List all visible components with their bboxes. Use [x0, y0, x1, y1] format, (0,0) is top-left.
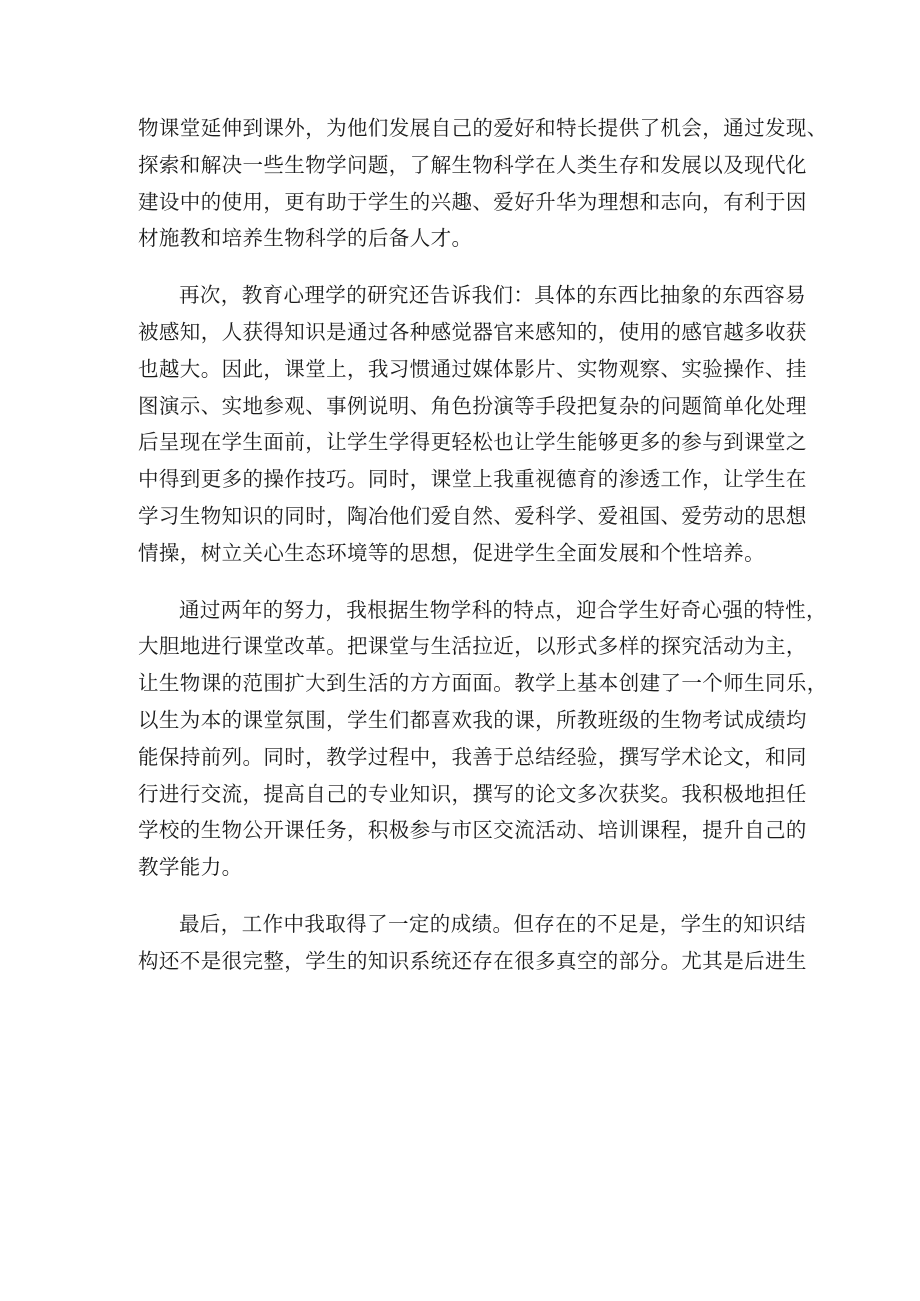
text-line: 材施教和培养生物科学的后备人才。: [138, 226, 473, 251]
text-line: 以生为本的课堂氛围，学生们都喜欢我的课，所教班级的生物考试成绩均: [138, 707, 807, 732]
text-line: 构还不是很完整，学生的知识系统还存在很多真空的部分。尤其是后进生: [138, 948, 807, 973]
text-line: 后呈现在学生面前，让学生学得更轻松也让学生能够更多的参与到课堂之: [138, 430, 807, 455]
text-line: 也越大。因此，课堂上，我习惯通过媒体影片、实物观察、实验操作、挂: [138, 356, 807, 381]
text-line: 被感知，人获得知识是通过各种感觉器官来感知的，使用的感官越多收获: [138, 319, 807, 344]
text-line: 让生物课的范围扩大到生活的方方面面。教学上基本创建了一个师生同乐，: [138, 671, 828, 696]
text-line: 学习生物知识的同时，陶冶他们爱自然、爱科学、爱祖国、爱劳动的思想: [138, 503, 807, 528]
text-line: 大胆地进行课堂改革。把课堂与生活拉近，以形式多样的探究活动为主，: [138, 634, 807, 659]
text-line: 中得到更多的操作技巧。同时，课堂上我重视德育的渗透工作，让学生在: [138, 467, 807, 492]
text-line: 最后，工作中我取得了一定的成绩。但存在的不足是，学生的知识结: [179, 911, 806, 936]
paragraph-1: [138, 110, 828, 257]
text-line: 行进行交流，提高自己的专业知识，撰写的论文多次获奖。我积极地担任: [138, 781, 807, 806]
text-line: 再次，教育心理学的研究还告诉我们：具体的东西比抽象的东西容易: [179, 283, 806, 308]
text-line: 情操，树立关心生态环境等的思想，促进学生全面发展和个性培养。: [138, 540, 765, 565]
document-page: [138, 110, 828, 1000]
paragraph-4: [138, 906, 807, 980]
text-line: 物课堂延伸到课外，为他们发展自己的爱好和特长提供了机会，通过发现、: [138, 116, 828, 140]
text-line: 探索和解决一些生物学问题，了解生物科学在人类生存和发展以及现代化: [138, 152, 807, 177]
text-line: 学校的生物公开课任务，积极参与市区交流活动、培训课程，提升自己的: [138, 818, 807, 843]
paragraph-3: [138, 592, 828, 886]
text-line: 通过两年的努力，我根据生物学科的特点，迎合学生好奇心强的特性，: [179, 597, 827, 622]
text-line: 教学能力。: [138, 855, 243, 880]
text-line: 能保持前列。同时，教学过程中，我善于总结经验，撰写学术论文，和同: [138, 744, 807, 769]
paragraph-2: [138, 277, 807, 571]
text-line: 建设中的使用，更有助于学生的兴趣、爱好升华为理想和志向，有利于因: [138, 189, 807, 214]
text-line: 图演示、实地参观、事例说明、角色扮演等手段把复杂的问题简单化处理: [138, 393, 807, 418]
